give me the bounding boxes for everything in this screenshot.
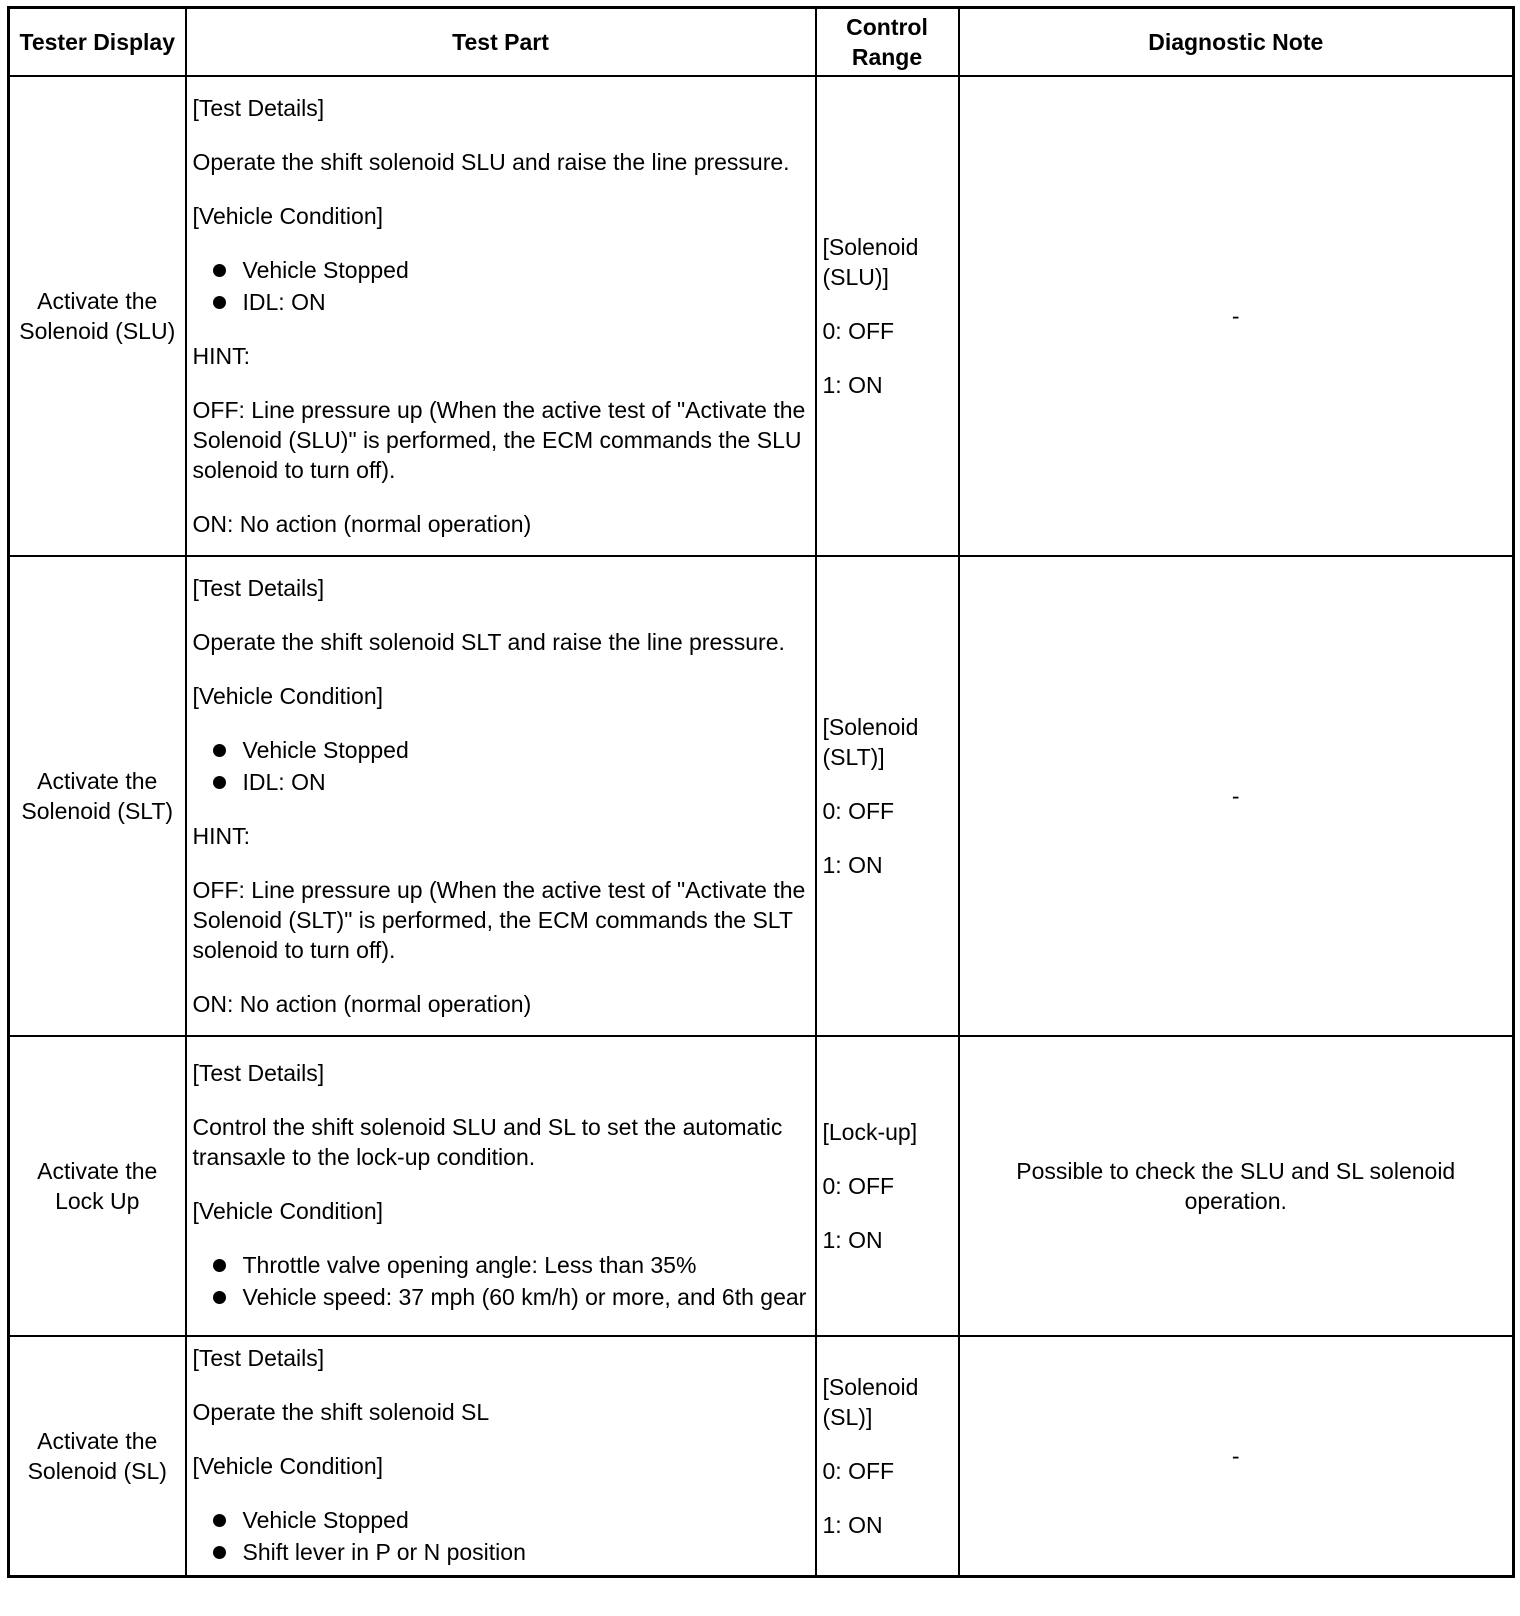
condition-text: Vehicle Stopped — [242, 737, 409, 763]
hint-on-text: ON: No action (normal operation) — [192, 991, 532, 1017]
table-row — [9, 1036, 1514, 1336]
tester-display-cell: Activate the Solenoid (SL) — [9, 1336, 186, 1576]
active-test-table — [7, 6, 1515, 1578]
range-on: 1: ON — [822, 372, 883, 398]
condition-list — [193, 255, 809, 317]
bullet-icon — [213, 296, 226, 309]
diagnostic-note-cell: Possible to check the SLU and SL solenoid operation. — [959, 1036, 1514, 1336]
condition-text: IDL: ON — [242, 769, 326, 795]
hint-label: HINT: — [192, 823, 250, 849]
range-on: 1: ON — [822, 1227, 883, 1253]
diagnostic-note-cell: - — [959, 76, 1514, 556]
header-tester-display: Tester Display — [9, 8, 186, 77]
condition-list — [193, 735, 809, 797]
tester-display-cell: Activate the Solenoid (SLU) — [9, 76, 186, 556]
test-details-label: [Test Details] — [192, 575, 325, 601]
vehicle-condition-label: [Vehicle Condition] — [192, 683, 384, 709]
hint-off-text: OFF: Line pressure up (When the active test of "Activate the Solenoid (SLU)" is performed, the ECM commands the SLU solenoid to turn off). — [192, 397, 806, 483]
vehicle-condition-label: [Vehicle Condition] — [192, 1198, 384, 1224]
condition-list — [193, 1505, 809, 1567]
condition-text: Vehicle speed: 37 mph (60 km/h) or more, and 6th gear — [242, 1284, 807, 1310]
header-diagnostic-note: Diagnostic Note — [959, 8, 1514, 77]
range-on: 1: ON — [822, 1511, 883, 1538]
list-item — [213, 255, 809, 285]
control-range-cell — [816, 76, 959, 556]
table-row — [9, 76, 1514, 556]
control-range-cell — [816, 1336, 959, 1576]
header-test-part: Test Part — [186, 8, 816, 77]
condition-text: Throttle valve opening angle: Less than 35% — [242, 1252, 697, 1278]
list-item — [213, 1250, 809, 1280]
hint-label: HINT: — [192, 343, 250, 369]
table-row — [9, 1336, 1514, 1576]
test-details-text: Operate the shift solenoid SLT and raise the line pressure. — [192, 629, 785, 655]
test-details-label: [Test Details] — [192, 1344, 325, 1371]
range-off: 0: OFF — [822, 318, 895, 344]
range-off: 0: OFF — [822, 1173, 895, 1199]
list-item — [213, 287, 809, 317]
header-row — [9, 8, 1514, 77]
control-range-cell — [816, 1036, 959, 1336]
list-item — [213, 735, 809, 765]
hint-on-text: ON: No action (normal operation) — [192, 511, 532, 537]
document-page — [7, 6, 1515, 1578]
vehicle-condition-label: [Vehicle Condition] — [192, 203, 384, 229]
condition-text: IDL: ON — [242, 289, 326, 315]
test-part-cell — [186, 1336, 816, 1576]
list-item — [213, 1505, 809, 1535]
range-label: [Solenoid (SLU)] — [822, 234, 919, 290]
diagnostic-note-cell: - — [959, 556, 1514, 1036]
bullet-icon — [213, 1259, 226, 1272]
bullet-icon — [213, 1291, 226, 1304]
test-details-label: [Test Details] — [192, 95, 325, 121]
list-item — [213, 1537, 809, 1567]
test-part-cell — [186, 556, 816, 1036]
test-details-text: Operate the shift solenoid SL — [192, 1398, 490, 1425]
range-label: [Solenoid (SLT)] — [822, 714, 919, 770]
test-part-cell — [186, 1036, 816, 1336]
condition-list — [193, 1250, 809, 1312]
bullet-icon — [213, 264, 226, 277]
list-item — [213, 1282, 809, 1312]
header-control-range: Control Range — [816, 8, 959, 77]
range-off: 0: OFF — [822, 798, 895, 824]
range-off: 0: OFF — [822, 1457, 895, 1484]
list-item — [213, 767, 809, 797]
control-range-cell — [816, 556, 959, 1036]
diagnostic-note-cell: - — [959, 1336, 1514, 1576]
test-details-text: Operate the shift solenoid SLU and raise the line pressure. — [192, 149, 790, 175]
test-part-cell — [186, 76, 816, 556]
range-label: [Lock-up] — [822, 1119, 918, 1145]
range-label: [Solenoid (SL)] — [822, 1373, 919, 1430]
vehicle-condition-label: [Vehicle Condition] — [192, 1452, 384, 1479]
condition-text: Shift lever in P or N position — [242, 1538, 526, 1565]
bullet-icon — [213, 1514, 226, 1527]
condition-text: Vehicle Stopped — [242, 1506, 409, 1533]
test-details-label: [Test Details] — [192, 1060, 325, 1086]
bullet-icon — [213, 744, 226, 757]
table-row — [9, 556, 1514, 1036]
tester-display-cell: Activate the Lock Up — [9, 1036, 186, 1336]
bullet-icon — [213, 1546, 226, 1559]
test-details-text: Control the shift solenoid SLU and SL to set the automatic transaxle to the lock-up condition. — [192, 1114, 783, 1170]
bullet-icon — [213, 776, 226, 789]
tester-display-cell: Activate the Solenoid (SLT) — [9, 556, 186, 1036]
hint-off-text: OFF: Line pressure up (When the active test of "Activate the Solenoid (SLT)" is performed, the ECM commands the SLT solenoid to turn off). — [192, 877, 806, 963]
range-on: 1: ON — [822, 852, 883, 878]
condition-text: Vehicle Stopped — [242, 257, 409, 283]
